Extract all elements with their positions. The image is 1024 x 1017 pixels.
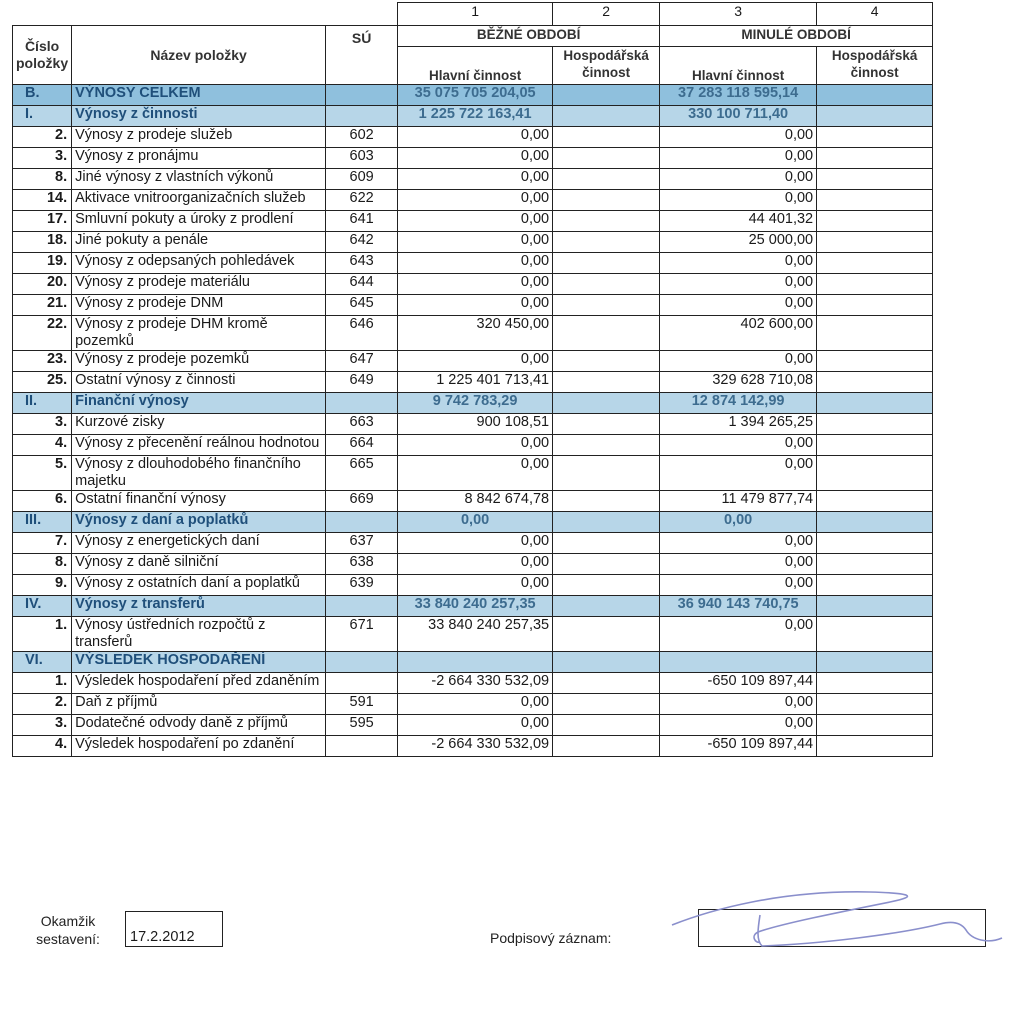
compilation-date-field: 17.2.2012 [125,911,223,947]
row-number: 3. [13,715,72,736]
row-previous-economic [817,253,933,274]
row-name: Finanční výnosy [72,393,326,414]
row-name: Výnosy z energetických daní [72,533,326,554]
row-current-main: 0,00 [398,554,553,575]
row-number: II. [13,393,72,414]
row-previous-main: 0,00 [660,512,817,533]
row-current-main: 35 075 705 204,05 [398,85,553,106]
table-row [13,491,933,512]
row-previous-main: 0,00 [660,715,817,736]
table-row [13,169,933,190]
row-current-main: 33 840 240 257,35 [398,596,553,617]
row-number: 5. [13,456,72,491]
row-name: Výnosy ústředních rozpočtů z transferů [72,617,326,652]
header-nazev-polozky: Název položky [72,26,326,85]
row-current-economic [553,295,660,316]
table-row [13,274,933,295]
row-current-economic [553,673,660,694]
row-previous-economic [817,694,933,715]
row-current-main: -2 664 330 532,09 [398,736,553,757]
row-previous-economic [817,85,933,106]
header-hlavni-cinnost-current: Hlavní činnost [398,47,553,85]
section-row [13,106,933,127]
row-number: 3. [13,148,72,169]
row-su [326,673,398,694]
row-previous-economic [817,554,933,575]
row-name: Výnosy z transferů [72,596,326,617]
row-number: III. [13,512,72,533]
row-previous-economic [817,673,933,694]
row-su: 637 [326,533,398,554]
column-number-3: 3 [660,3,817,26]
row-name: Výnosy z pronájmu [72,148,326,169]
table-row [13,351,933,372]
table-row [13,694,933,715]
row-number: 1. [13,673,72,694]
row-su: 647 [326,351,398,372]
row-number: 20. [13,274,72,295]
row-previous-economic [817,316,933,351]
row-previous-economic [817,295,933,316]
row-su [326,106,398,127]
row-name: Ostatní výnosy z činnosti [72,372,326,393]
row-current-main: 9 742 783,29 [398,393,553,414]
row-previous-main: -650 109 897,44 [660,736,817,757]
row-name: Výnosy z prodeje pozemků [72,351,326,372]
row-current-main: 1 225 722 163,41 [398,106,553,127]
row-su: 664 [326,435,398,456]
row-number: 8. [13,554,72,575]
row-su: 609 [326,169,398,190]
row-previous-main: 0,00 [660,351,817,372]
row-su: 643 [326,253,398,274]
row-current-main: 0,00 [398,169,553,190]
row-su: 671 [326,617,398,652]
row-current-main: 0,00 [398,274,553,295]
row-name: Výnosy z daně silniční [72,554,326,575]
row-su: 603 [326,148,398,169]
row-previous-economic [817,414,933,435]
table-row [13,575,933,596]
row-current-economic [553,512,660,533]
row-previous-economic [817,533,933,554]
row-number: 6. [13,491,72,512]
handwritten-signature [670,880,1010,960]
row-current-main [398,652,553,673]
row-current-economic [553,211,660,232]
row-current-economic [553,148,660,169]
row-current-economic [553,127,660,148]
header-su: SÚ [326,26,398,85]
row-su: 665 [326,456,398,491]
row-previous-economic [817,617,933,652]
row-previous-main: 0,00 [660,575,817,596]
row-number: 19. [13,253,72,274]
column-number-4: 4 [817,3,933,26]
row-current-main: 900 108,51 [398,414,553,435]
row-current-main: 0,00 [398,435,553,456]
signature-record-label: Podpisový záznam: [490,930,612,946]
row-su: 638 [326,554,398,575]
row-name: Jiné výnosy z vlastních výkonů [72,169,326,190]
table-row [13,456,933,491]
row-name: Kurzové zisky [72,414,326,435]
row-previous-economic [817,127,933,148]
row-su: 642 [326,232,398,253]
row-number: 9. [13,575,72,596]
row-previous-economic [817,512,933,533]
row-previous-main: 0,00 [660,274,817,295]
row-name: Jiné pokuty a penále [72,232,326,253]
row-name: Výnosy z ostatních daní a poplatků [72,575,326,596]
row-previous-economic [817,491,933,512]
row-current-economic [553,736,660,757]
row-current-main: 0,00 [398,148,553,169]
row-number: I. [13,106,72,127]
row-name: Výnosy z prodeje materiálu [72,274,326,295]
table-row [13,232,933,253]
row-number: 22. [13,316,72,351]
row-name: Výsledek hospodaření před zdaněním [72,673,326,694]
row-previous-main: 36 940 143 740,75 [660,596,817,617]
row-name: Výnosy z odepsaných pohledávek [72,253,326,274]
row-current-economic [553,106,660,127]
row-current-main: 0,00 [398,127,553,148]
row-previous-economic [817,372,933,393]
row-name: Výnosy z prodeje DHM kromě pozemků [72,316,326,351]
row-current-economic [553,596,660,617]
row-number: 23. [13,351,72,372]
row-current-main: 0,00 [398,533,553,554]
row-previous-main: 402 600,00 [660,316,817,351]
row-number: B. [13,85,72,106]
table-row [13,617,933,652]
row-previous-main: 329 628 710,08 [660,372,817,393]
row-current-economic [553,554,660,575]
row-su [326,393,398,414]
row-previous-main: 0,00 [660,148,817,169]
row-current-main: 0,00 [398,295,553,316]
row-current-economic [553,393,660,414]
row-current-main: 0,00 [398,232,553,253]
column-number-2: 2 [553,3,660,26]
row-previous-economic [817,232,933,253]
table-row [13,295,933,316]
table-row [13,211,933,232]
row-su: 645 [326,295,398,316]
section-row [13,85,933,106]
row-current-economic [553,85,660,106]
section-row [13,512,933,533]
row-name: Výnosy z prodeje DNM [72,295,326,316]
row-current-economic [553,253,660,274]
row-number: 2. [13,694,72,715]
row-previous-economic [817,575,933,596]
table-row [13,127,933,148]
header-hlavni-cinnost-previous: Hlavní činnost [660,47,817,85]
row-su [326,736,398,757]
row-previous-economic [817,148,933,169]
row-su: 646 [326,316,398,351]
table-row [13,253,933,274]
row-number: 21. [13,295,72,316]
row-previous-economic [817,652,933,673]
row-su: 649 [326,372,398,393]
row-current-main: 0,00 [398,512,553,533]
section-row [13,596,933,617]
column-number-1: 1 [398,3,553,26]
row-previous-main: 330 100 711,40 [660,106,817,127]
row-current-economic [553,190,660,211]
row-name: Výnosy z dlouhodobého finančního majetku [72,456,326,491]
row-previous-main: -650 109 897,44 [660,673,817,694]
row-current-economic [553,694,660,715]
table-row [13,372,933,393]
row-current-main: 0,00 [398,211,553,232]
row-current-economic [553,617,660,652]
row-previous-economic [817,169,933,190]
table-row [13,316,933,351]
row-su: 591 [326,694,398,715]
row-number: 4. [13,435,72,456]
row-current-main: 320 450,00 [398,316,553,351]
row-current-economic [553,414,660,435]
row-su: 622 [326,190,398,211]
row-name: Výnosy z přecenění reálnou hodnotou [72,435,326,456]
row-previous-economic [817,190,933,211]
row-previous-economic [817,715,933,736]
row-previous-main: 0,00 [660,169,817,190]
row-previous-economic [817,596,933,617]
row-current-main: 0,00 [398,456,553,491]
header-bezne-obdobi: BĚŽNÉ OBDOBÍ [398,26,660,47]
row-number: 7. [13,533,72,554]
row-current-economic [553,435,660,456]
row-number: 3. [13,414,72,435]
table-row [13,715,933,736]
row-previous-main: 0,00 [660,190,817,211]
row-current-main: 0,00 [398,694,553,715]
row-current-economic [553,715,660,736]
row-current-main: 0,00 [398,190,553,211]
row-current-main: -2 664 330 532,09 [398,673,553,694]
row-su: 644 [326,274,398,295]
row-su [326,596,398,617]
row-name: Daň z příjmů [72,694,326,715]
row-previous-economic [817,435,933,456]
row-name: Smluvní pokuty a úroky z prodlení [72,211,326,232]
row-name: Výnosy z prodeje služeb [72,127,326,148]
row-current-main: 0,00 [398,715,553,736]
row-previous-main: 11 479 877,74 [660,491,817,512]
row-previous-main: 0,00 [660,456,817,491]
row-previous-main: 25 000,00 [660,232,817,253]
row-previous-main: 44 401,32 [660,211,817,232]
row-current-main: 0,00 [398,575,553,596]
row-current-economic [553,652,660,673]
row-su: 663 [326,414,398,435]
row-su: 669 [326,491,398,512]
row-current-economic [553,456,660,491]
row-previous-economic [817,456,933,491]
row-number: VI. [13,652,72,673]
row-su: 595 [326,715,398,736]
row-previous-main: 0,00 [660,435,817,456]
income-statement-table [12,2,933,757]
row-current-economic [553,575,660,596]
row-current-economic [553,491,660,512]
row-current-economic [553,232,660,253]
row-previous-main: 12 874 142,99 [660,393,817,414]
section-row [13,652,933,673]
row-previous-economic [817,351,933,372]
row-previous-main: 0,00 [660,127,817,148]
table-row [13,414,933,435]
row-name: VÝSLEDEK HOSPODAŘENÍ [72,652,326,673]
row-previous-main: 0,00 [660,617,817,652]
row-current-main: 33 840 240 257,35 [398,617,553,652]
row-current-economic [553,533,660,554]
row-su: 641 [326,211,398,232]
row-number: 17. [13,211,72,232]
table-row [13,190,933,211]
header-minule-obdobi: MINULÉ OBDOBÍ [660,26,933,47]
row-name: VÝNOSY CELKEM [72,85,326,106]
row-previous-economic [817,736,933,757]
row-name: Aktivace vnitroorganizačních služeb [72,190,326,211]
row-previous-main: 0,00 [660,694,817,715]
row-name: Ostatní finanční výnosy [72,491,326,512]
section-row [13,393,933,414]
row-previous-main: 0,00 [660,253,817,274]
row-name: Výsledek hospodaření po zdanění [72,736,326,757]
row-number: 1. [13,617,72,652]
row-previous-economic [817,106,933,127]
row-previous-economic [817,393,933,414]
row-previous-main: 0,00 [660,554,817,575]
row-number: 14. [13,190,72,211]
header-cislo-polozky: Číslo položky [13,26,72,85]
row-number: 18. [13,232,72,253]
row-current-economic [553,169,660,190]
row-su: 639 [326,575,398,596]
table-row [13,554,933,575]
row-current-economic [553,351,660,372]
row-previous-main [660,652,817,673]
row-previous-main: 0,00 [660,533,817,554]
row-previous-main: 1 394 265,25 [660,414,817,435]
table-row [13,148,933,169]
row-su [326,652,398,673]
row-number: 4. [13,736,72,757]
row-number: 2. [13,127,72,148]
row-current-economic [553,274,660,295]
row-number: 8. [13,169,72,190]
row-su: 602 [326,127,398,148]
row-name: Dodatečné odvody daně z příjmů [72,715,326,736]
row-su [326,85,398,106]
table-row [13,736,933,757]
row-current-main: 0,00 [398,253,553,274]
compilation-time-label: Okamžik sestavení: [36,913,100,947]
row-previous-economic [817,274,933,295]
row-previous-main: 37 283 118 595,14 [660,85,817,106]
row-number: 25. [13,372,72,393]
header-hospodarska-cinnost-current: Hospodářská činnost [553,47,660,85]
row-current-economic [553,372,660,393]
row-previous-economic [817,211,933,232]
row-name: Výnosy z daní a poplatků [72,512,326,533]
row-current-main: 8 842 674,78 [398,491,553,512]
row-number: IV. [13,596,72,617]
row-current-economic [553,316,660,351]
table-row [13,435,933,456]
row-current-main: 1 225 401 713,41 [398,372,553,393]
row-previous-main: 0,00 [660,295,817,316]
table-row [13,533,933,554]
row-name: Výnosy z činnosti [72,106,326,127]
header-hospodarska-cinnost-previous: Hospodářská činnost [817,47,933,85]
row-su [326,512,398,533]
table-row [13,673,933,694]
row-current-main: 0,00 [398,351,553,372]
